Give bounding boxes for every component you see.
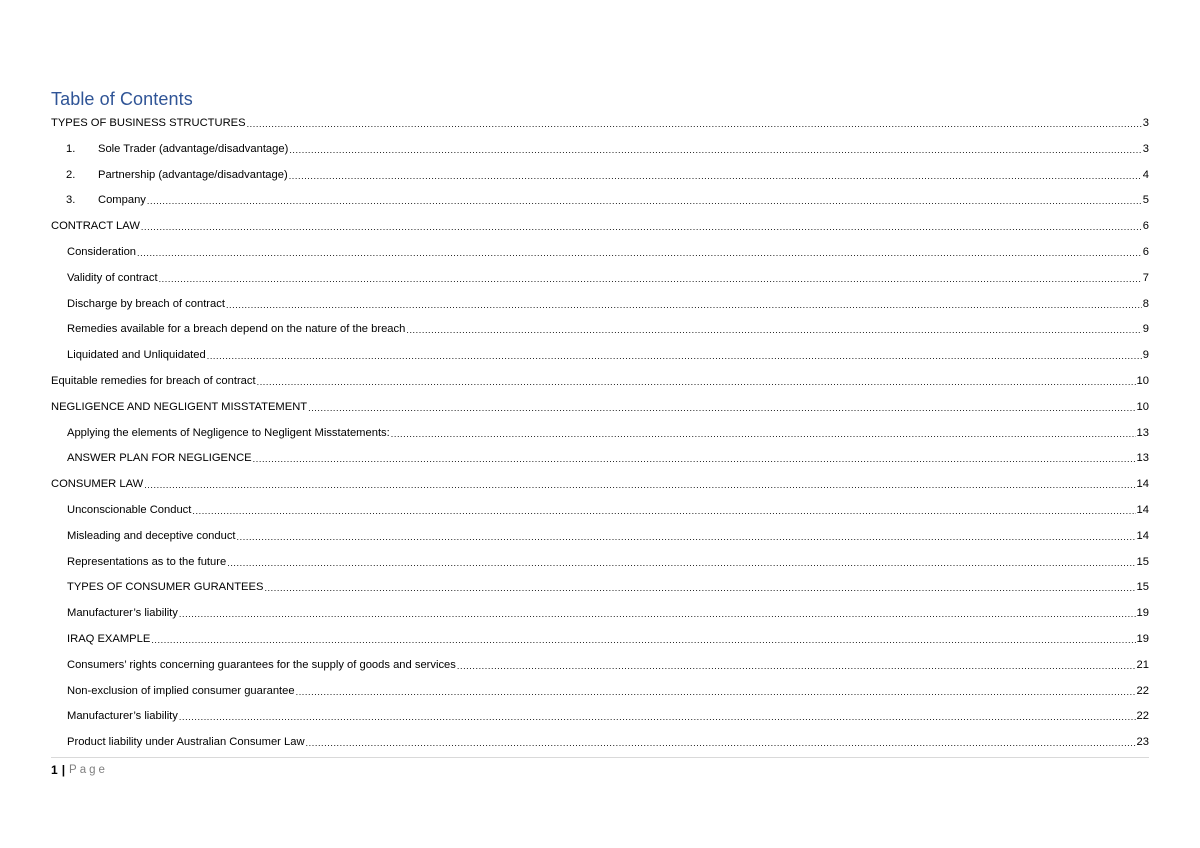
toc-entry-page: 8 <box>1142 297 1149 310</box>
toc-entry[interactable] <box>66 164 1149 182</box>
toc-dot-leader <box>144 477 1135 491</box>
toc-entry-page: 13 <box>1136 426 1149 439</box>
toc-entry-page: 15 <box>1136 581 1149 594</box>
toc-entry-page: 9 <box>1142 349 1149 362</box>
toc-entry-label: Company <box>98 194 146 207</box>
toc-entry-page: 19 <box>1136 607 1149 620</box>
toc-entry-page: 5 <box>1142 194 1149 207</box>
toc-entry[interactable] <box>67 267 1149 285</box>
toc-entry-label: Partnership (advantage/disadvantage) <box>98 168 288 181</box>
page-number: 1 <box>51 763 58 777</box>
toc-entry-label: IRAQ EXAMPLE <box>67 633 151 645</box>
toc-entry[interactable] <box>67 602 1149 620</box>
toc-entry[interactable] <box>51 370 1149 388</box>
toc-dot-leader <box>237 529 1136 543</box>
toc-dot-leader <box>141 219 1142 233</box>
toc-entry-label: CONSUMER LAW <box>51 478 144 491</box>
toc-dot-leader <box>227 555 1135 569</box>
toc-entry-label: Representations as to the future <box>67 555 227 568</box>
toc-entry-page: 13 <box>1136 452 1149 465</box>
toc-entry[interactable] <box>67 422 1149 440</box>
toc-entry[interactable] <box>67 241 1149 259</box>
toc-dot-leader <box>147 193 1142 207</box>
toc-entry-page: 15 <box>1136 555 1149 568</box>
toc-entry-page: 14 <box>1136 529 1149 542</box>
toc-dot-leader <box>179 709 1136 723</box>
toc-dot-leader <box>391 426 1136 440</box>
toc-dot-leader <box>289 142 1141 156</box>
toc-entry-page: 22 <box>1136 684 1149 697</box>
page-footer <box>51 763 108 777</box>
toc-entry-label: CONTRACT LAW <box>51 220 140 233</box>
toc-entry[interactable] <box>67 525 1149 543</box>
toc-entry[interactable] <box>67 447 1149 465</box>
toc-entry-page: 10 <box>1136 375 1149 387</box>
toc-dot-leader <box>296 684 1136 698</box>
toc-entry-label: Manufacturer’s liability <box>67 607 178 620</box>
toc-entry-number: 3. <box>66 194 76 207</box>
toc-entry[interactable] <box>67 551 1149 569</box>
toc-entry-page: 10 <box>1136 400 1149 413</box>
toc-entry-page: 9 <box>1142 323 1149 336</box>
toc-title: Table of Contents <box>51 89 193 109</box>
toc-entry-label: Liquidated and Unliquidated <box>67 349 206 362</box>
toc-entry-page: 19 <box>1136 633 1149 645</box>
toc-entry-label: Non-exclusion of implied consumer guarantee <box>67 684 295 697</box>
toc-entry-label: Sole Trader (advantage/disadvantage) <box>98 142 289 155</box>
toc-entry[interactable] <box>67 499 1149 517</box>
toc-entry[interactable] <box>51 396 1149 414</box>
toc-entry-label: Product liability under Australian Consumer Law <box>67 736 305 749</box>
toc-dot-leader <box>257 374 1136 388</box>
toc-entry-label: ANSWER PLAN FOR NEGLIGENCE <box>67 452 252 465</box>
toc-entry-label: TYPES OF CONSUMER GURANTEES <box>67 581 264 594</box>
toc-dot-leader <box>306 735 1136 749</box>
toc-entry-page: 23 <box>1136 736 1149 749</box>
toc-entry[interactable] <box>66 189 1149 207</box>
toc-entry-label: Remedies available for a breach depend on the nature of the breach <box>67 323 406 336</box>
footer-page-label: Page <box>69 764 108 776</box>
toc-entry-page: 3 <box>1142 117 1149 129</box>
toc-entry-page: 14 <box>1136 504 1149 516</box>
toc-dot-leader <box>151 632 1135 646</box>
toc-entry[interactable] <box>67 293 1149 311</box>
toc-dot-leader <box>179 606 1136 620</box>
toc-dot-leader <box>457 658 1136 672</box>
toc-dot-leader <box>159 271 1142 285</box>
toc-entry[interactable] <box>67 628 1149 646</box>
toc-entry[interactable] <box>67 344 1149 362</box>
toc-entry[interactable] <box>67 318 1149 336</box>
toc-entry-page: 21 <box>1136 658 1149 671</box>
toc-entry-label: Consumers’ rights concerning guarantees for the supply of goods and services <box>67 658 456 671</box>
toc-entry-page: 4 <box>1142 168 1149 181</box>
toc-entry[interactable] <box>51 215 1149 233</box>
footer-divider <box>51 757 1149 758</box>
toc-dot-leader <box>406 322 1141 336</box>
toc-dot-leader <box>207 348 1142 362</box>
toc-dot-leader <box>264 580 1135 594</box>
toc-entry-number: 2. <box>66 168 76 181</box>
toc-entry[interactable] <box>67 576 1149 594</box>
toc-dot-leader <box>226 297 1142 311</box>
toc-entry[interactable] <box>67 705 1149 723</box>
toc-entry-label: Unconscionable Conduct <box>67 504 192 516</box>
toc-entry-label: TYPES OF BUSINESS STRUCTURES <box>51 117 246 129</box>
toc-entry[interactable] <box>51 473 1149 491</box>
toc-entry-page: 3 <box>1142 142 1149 155</box>
toc-entry-page: 22 <box>1136 710 1149 723</box>
toc-entry-page: 6 <box>1142 246 1149 258</box>
toc-dot-leader <box>247 116 1142 130</box>
toc-entry-page: 14 <box>1136 478 1149 491</box>
toc-entry-label: Manufacturer’s liability <box>67 710 178 723</box>
toc-entry-label: Misleading and deceptive conduct <box>67 529 236 542</box>
toc-entry[interactable] <box>67 731 1149 749</box>
toc-entry-page: 6 <box>1142 220 1149 233</box>
toc-entry-label: Applying the elements of Negligence to Negligent Misstatements: <box>67 426 390 439</box>
toc-entry[interactable] <box>66 138 1149 156</box>
toc-entry[interactable] <box>67 680 1149 698</box>
footer-separator: | <box>61 763 66 777</box>
toc-entry[interactable] <box>67 654 1149 672</box>
toc-entry-number: 1. <box>66 142 76 155</box>
toc-dot-leader <box>253 451 1136 465</box>
toc-entry-label: Equitable remedies for breach of contract <box>51 375 256 387</box>
toc-entry[interactable] <box>51 112 1149 130</box>
toc-entry-label: NEGLIGENCE AND NEGLIGENT MISSTATEMENT <box>51 400 308 413</box>
toc-dot-leader <box>308 400 1135 414</box>
toc-entry-page: 7 <box>1142 271 1149 284</box>
toc-dot-leader <box>192 503 1135 517</box>
toc-dot-leader <box>137 245 1142 259</box>
toc-entry-label: Validity of contract <box>67 271 158 284</box>
toc-dot-leader <box>289 168 1142 182</box>
toc-entry-label: Discharge by breach of contract <box>67 297 225 310</box>
toc-entry-label: Consideration <box>67 246 137 258</box>
